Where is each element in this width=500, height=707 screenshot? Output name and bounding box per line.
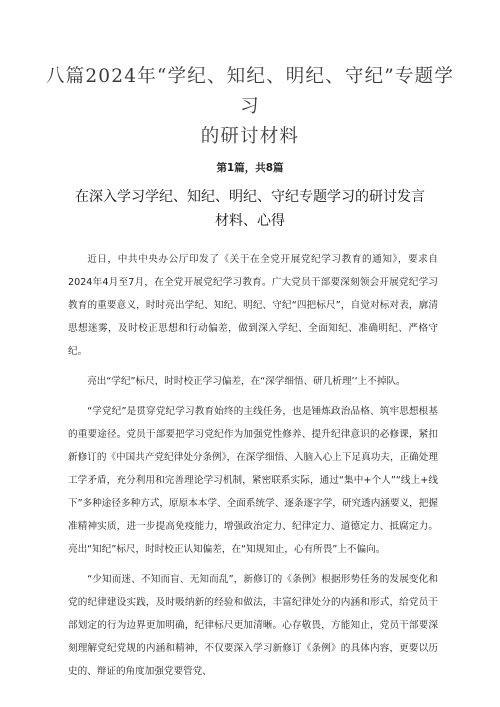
section-title	[70, 185, 430, 233]
section-title-line-1: 在深入学习学纪、知纪、明纪、守纪专题学习的研讨发言	[75, 189, 425, 205]
paragraph: 亮出“学纪”标尺，时时校正学习偏差，在“深学细悟、研几析理’‘上不掉队。	[87, 376, 406, 387]
body-text	[68, 248, 438, 690]
part-label: 第1篇，共8篇	[216, 162, 284, 174]
document-title-line-1: 八篇2024年“学纪、知纪、明纪、守纪”专题学习	[45, 66, 455, 117]
paragraph: 近日，中共中央办公厅印发了《关于在全党开展党纪学习教育的通知》，要求自2024年4月至7月，在全党开展党纪学习教育。广大党员干部要深刻领会开展党纪学习教育的重要意义，时时亮出学纪、知纪、明纪、守纪“四把标尺”，自觉对标对表，廓清思想迷雾，及时校正思想和行动偏差，做到深入学纪、全面知纪、准确明纪、严格守纪。	[68, 254, 438, 357]
document-title-line-2: 的研讨材料	[200, 126, 300, 147]
paragraph: “学党纪”是贯穿党纪学习教育始终的主线任务，也是锤炼政治品格、筑牢思想根基的重要途径。党员干部要把学习党纪作为加强党性修养、提升纪律意识的必修课，紧扣新修订的《中国共产党纪律处分条例》，在深学细悟、入脑入心上下足真功夫，正确处理工学矛盾，充分利用和完善理论学习机制，紧密联系实际，通过“集中+个人”“线上+线下”多种途径多种方式，原原本本学、全面系统学、逐条逐字学，研究透内涵要义，把握准精神实质，进一步提高免疫能力，增强政治定力、纪律定力、道德定力、抵腐定力。亮出“知纪”标尺，时时校正认知偏差，在“知规知止，心有所畏”上不偏向。	[68, 406, 438, 555]
section-title-line-2: 材料、心得	[215, 213, 285, 229]
paragraph: “少知而迷、不知而盲、无知而乱”，新修订的《条例》根据形势任务的发展变化和党的纪律建设实践，及时吸纳新的经验和做法，丰富纪律处分的内涵和形式，给党员干部划定的行为边界更加明确，纪律标尺更加清晰。心存敬畏，方能知止，党员干部要深刻理解党纪党规的内涵和精神，不仅要深入学习新修订《条例》的具体内容，更要以历史的、辩证的角度加强党要管党、	[68, 574, 438, 677]
document-title	[40, 62, 460, 152]
